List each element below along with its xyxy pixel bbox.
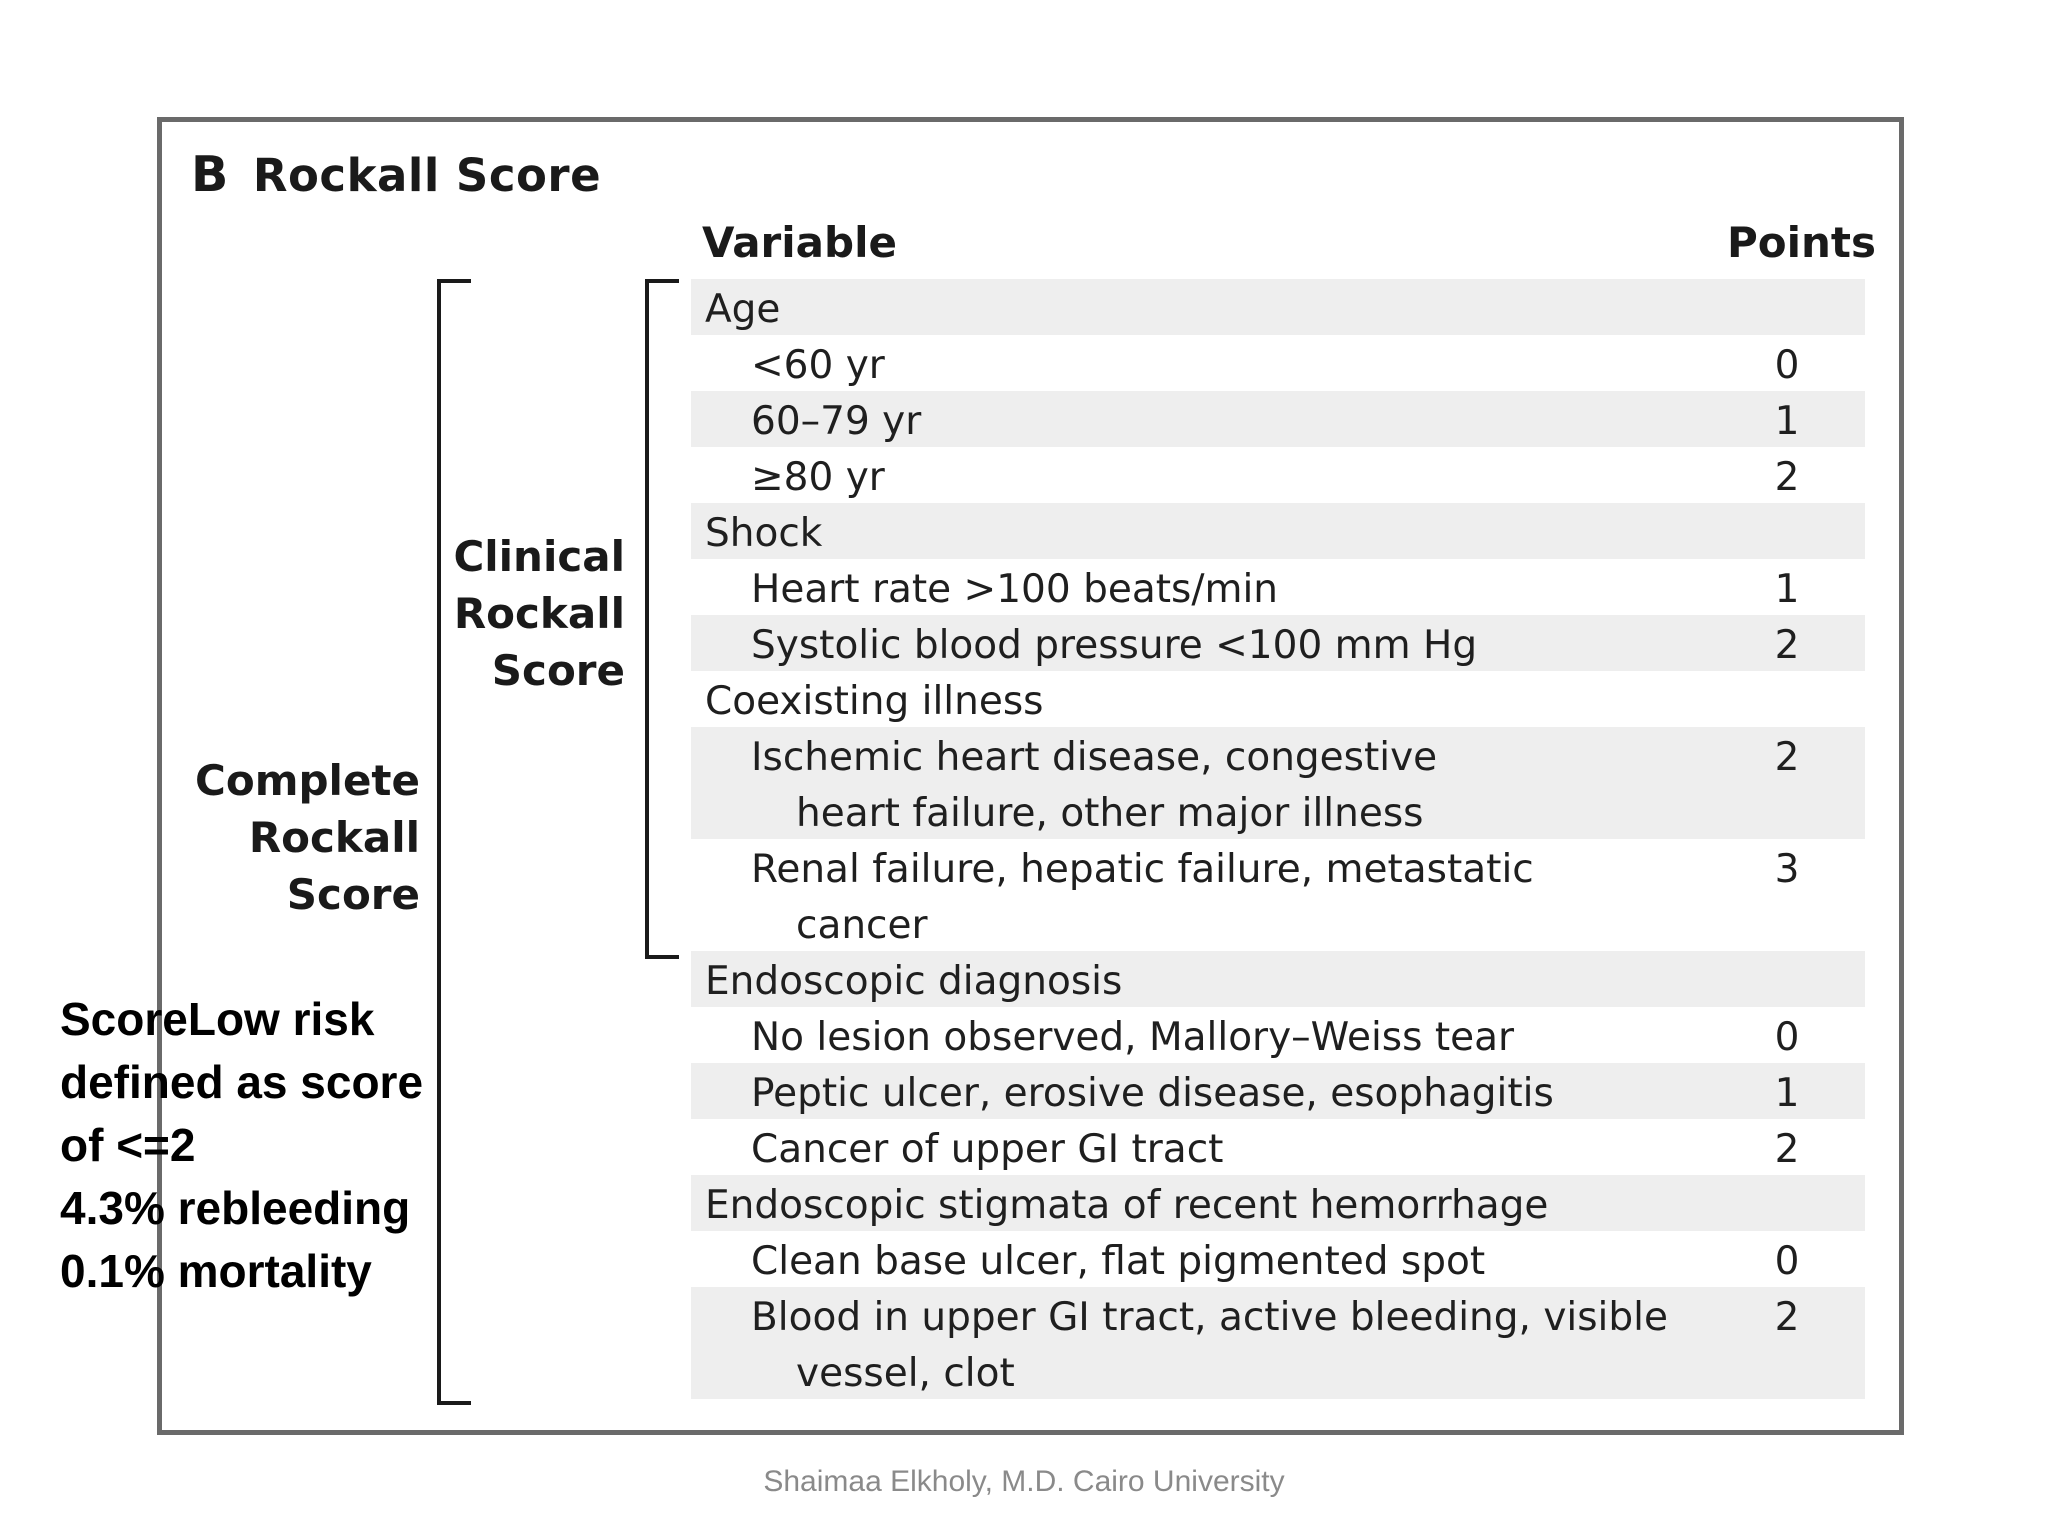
variable-cell xyxy=(751,1234,1705,1290)
variable-text: Shock xyxy=(705,511,823,556)
variable-text: Blood in upper GI tract, active bleeding, visible xyxy=(751,1295,1668,1340)
risk-note-line: defined as score xyxy=(60,1056,424,1108)
points-cell: 1 xyxy=(1774,399,1800,444)
header-variable: Variable xyxy=(702,218,897,267)
variable-cell xyxy=(751,450,1705,506)
variable-text: Endoscopic stigmata of recent hemorrhage xyxy=(705,1183,1549,1228)
variable-cell xyxy=(751,1122,1705,1178)
complete-label-line: Complete xyxy=(195,756,420,805)
table-row xyxy=(691,391,1865,447)
variable-cell xyxy=(705,1178,1705,1234)
table-category-row xyxy=(691,1175,1865,1231)
variable-text: Systolic blood pressure <100 mm Hg xyxy=(751,623,1478,668)
clinical-score-bracket xyxy=(645,279,679,959)
footer-credit: Shaimaa Elkholy, M.D. Cairo University xyxy=(763,1465,1285,1498)
figure-letter: B xyxy=(191,146,229,203)
risk-note-line: 4.3% rebleeding xyxy=(60,1182,411,1234)
points-cell: 2 xyxy=(1774,623,1800,668)
variable-cell xyxy=(751,562,1705,618)
points-cell: 2 xyxy=(1774,735,1800,780)
variable-text: Cancer of upper GI tract xyxy=(751,1127,1224,1172)
table-category-row xyxy=(691,279,1865,335)
variable-cell xyxy=(751,394,1705,450)
risk-note-line: of <=2 xyxy=(60,1119,196,1171)
variable-text: Endoscopic diagnosis xyxy=(705,959,1123,1004)
table-row xyxy=(691,615,1865,671)
variable-cell xyxy=(751,1010,1705,1066)
points-cell: 2 xyxy=(1774,1127,1800,1172)
variable-text: 60–79 yr xyxy=(751,399,922,444)
variable-text: ≥80 yr xyxy=(751,455,885,500)
header-points: Points xyxy=(1727,218,1877,267)
variable-text: Ischemic heart disease, congestive xyxy=(751,735,1438,780)
variable-cell xyxy=(705,954,1705,1010)
complete-label-line: Rockall xyxy=(248,813,420,862)
table-row xyxy=(691,335,1865,391)
variable-cell xyxy=(751,1066,1705,1122)
variable-cell xyxy=(705,674,1705,730)
complete-rockall-score-label xyxy=(180,752,420,923)
points-cell: 0 xyxy=(1774,1015,1800,1060)
risk-note xyxy=(60,988,480,1303)
table-row xyxy=(691,1287,1865,1399)
table-row xyxy=(691,559,1865,615)
variable-cell xyxy=(751,1290,1705,1402)
variable-cell xyxy=(705,506,1705,562)
points-cell: 1 xyxy=(1774,567,1800,612)
clinical-rockall-score-label xyxy=(440,528,625,699)
points-cell: 0 xyxy=(1774,343,1800,388)
points-cell: 0 xyxy=(1774,1239,1800,1284)
variable-text: No lesion observed, Mallory–Weiss tear xyxy=(751,1015,1515,1060)
variable-cell xyxy=(705,282,1705,338)
table-category-row xyxy=(691,951,1865,1007)
variable-text-continuation: heart failure, other major illness xyxy=(796,791,1424,836)
variable-text: Age xyxy=(705,287,781,332)
points-cell: 2 xyxy=(1774,1295,1800,1340)
table-row xyxy=(691,1119,1865,1175)
variable-cell xyxy=(751,618,1705,674)
clinical-label-line: Score xyxy=(491,646,625,695)
clinical-label-line: Clinical xyxy=(453,532,625,581)
figure-title-text: Rockall Score xyxy=(252,149,602,202)
variable-cell xyxy=(751,338,1705,394)
variable-text: Coexisting illness xyxy=(705,679,1044,724)
table-category-row xyxy=(691,503,1865,559)
rockall-score-table xyxy=(691,279,1865,1399)
variable-text: Heart rate >100 beats/min xyxy=(751,567,1279,612)
variable-text: Clean base ulcer, flat pigmented spot xyxy=(751,1239,1486,1284)
risk-note-line: 0.1% mortality xyxy=(60,1245,372,1297)
variable-text: Peptic ulcer, erosive disease, esophagitis xyxy=(751,1071,1554,1116)
variable-text-continuation: cancer xyxy=(796,903,928,948)
variable-text-continuation: vessel, clot xyxy=(796,1351,1015,1396)
table-row xyxy=(691,839,1865,951)
variable-text: Renal failure, hepatic failure, metastatic xyxy=(751,847,1534,892)
clinical-label-line: Rockall xyxy=(453,589,625,638)
variable-cell xyxy=(751,842,1705,954)
complete-label-line: Score xyxy=(286,870,420,919)
points-cell: 2 xyxy=(1774,455,1800,500)
points-cell: 3 xyxy=(1774,847,1800,892)
figure-title xyxy=(191,146,601,203)
table-row xyxy=(691,1231,1865,1287)
table-row xyxy=(691,1007,1865,1063)
points-cell: 1 xyxy=(1774,1071,1800,1116)
table-category-row xyxy=(691,671,1865,727)
table-row xyxy=(691,447,1865,503)
variable-text: <60 yr xyxy=(751,343,885,388)
risk-note-line: ScoreLow risk xyxy=(60,993,375,1045)
table-row xyxy=(691,727,1865,839)
variable-cell xyxy=(751,730,1705,842)
table-row xyxy=(691,1063,1865,1119)
